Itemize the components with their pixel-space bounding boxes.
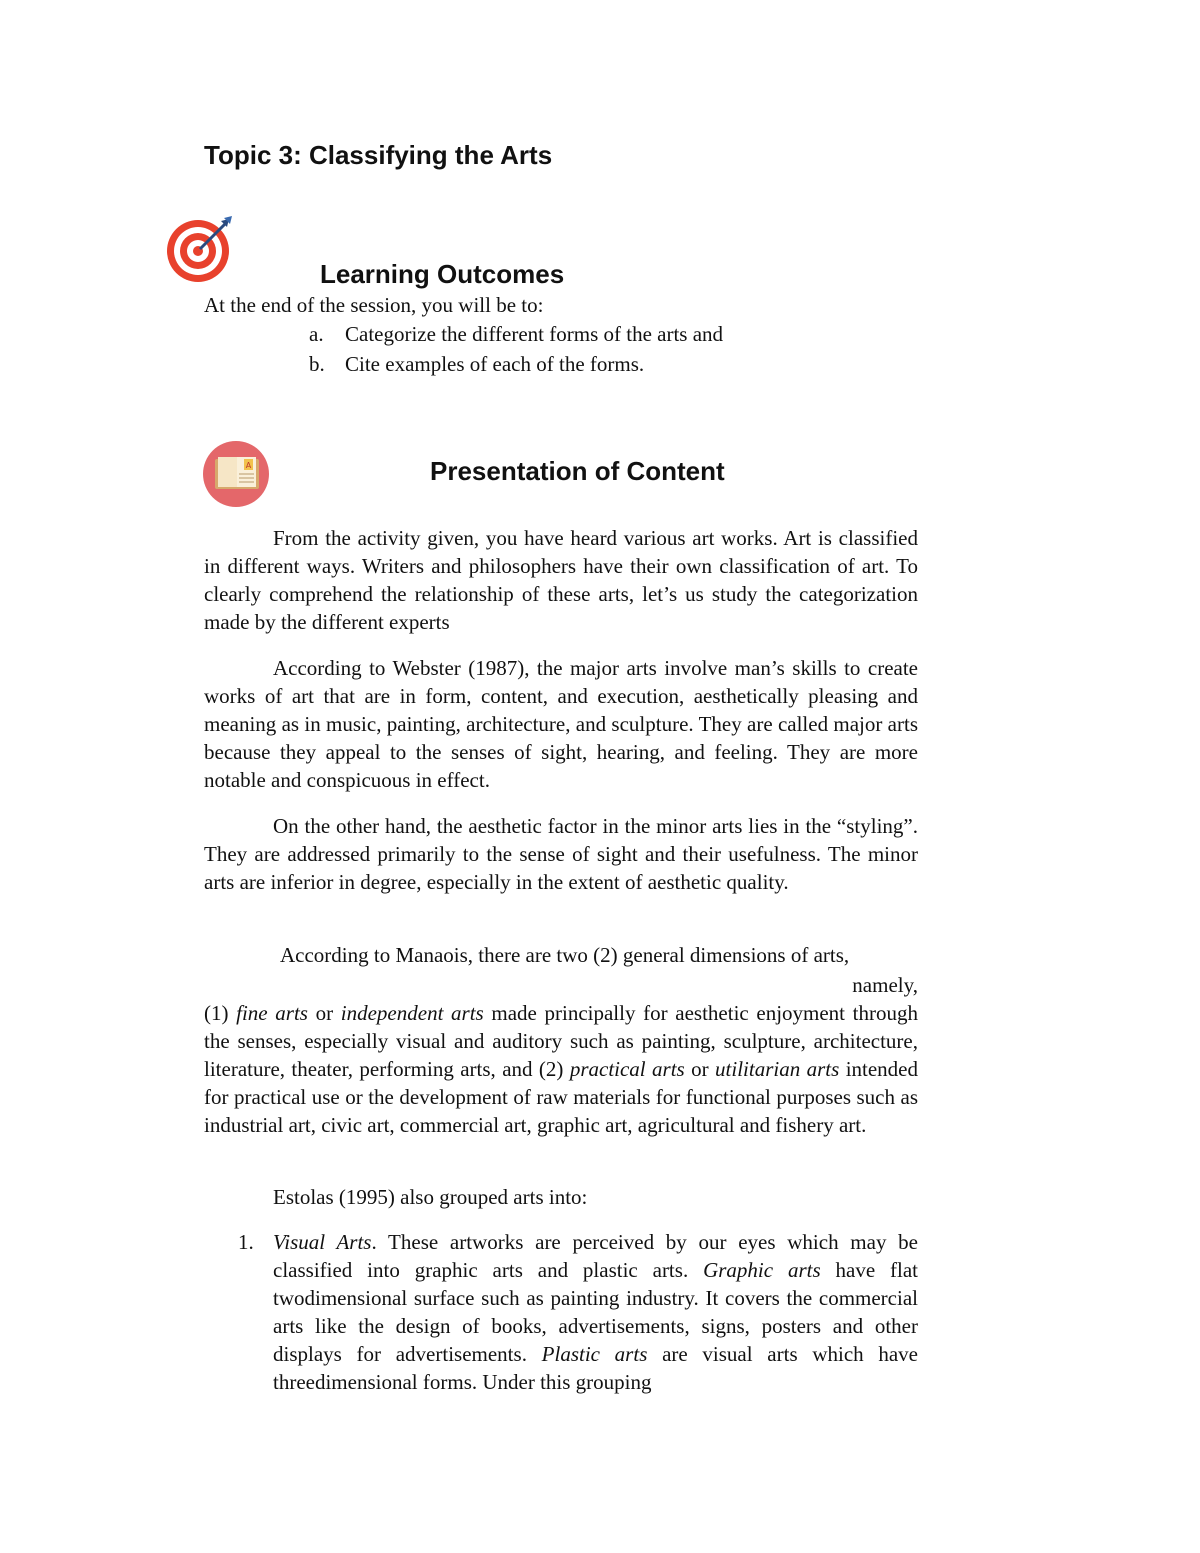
paragraph-estolas [204, 1183, 918, 1211]
paragraph-manaois-line1: According to Manaois, there are two (2) general dimensions of arts, [280, 943, 850, 967]
list-item-text: Categorize the different forms of the arts and [345, 322, 724, 346]
text-run: (1) [204, 1001, 237, 1025]
svg-text:A: A [245, 461, 252, 470]
paragraph-major-arts [204, 654, 918, 794]
outcomes-intro: At the end of the session, you will be to: [204, 293, 544, 317]
text-run: or [684, 1057, 716, 1081]
term-independent-arts: independent arts [340, 1001, 484, 1025]
text-run: . [371, 1230, 377, 1254]
paragraph-text: According to Webster (1987), the major arts involve man’s skills to create works of art that are in form, content, and execution, aesthetically pleasing and meaning as in music, painting, architecture, and sculpture. They are called major arts because they appeal to the senses of sight, hearing, and feeling. They are more notable and conspicuous in effect. [204, 656, 918, 792]
text-run: made principally for aesthetic enjoyment through the senses, especially visual and auditory such as painting, sculpture, architecture, literature, theater, performing arts, and (2) [204, 1001, 918, 1081]
paragraph-text: From the activity given, you have heard various art works. Art is classified in different ways. Writers and philosophers have their own classification of art. To clearly comprehend the relationship of these arts, let’s us study the categorization made by the different experts [204, 526, 918, 634]
section-heading-presentation: Presentation of Content [430, 456, 725, 486]
target-icon [166, 215, 236, 285]
paragraph-intro [204, 524, 918, 636]
text-run: intended for practical use or the development of raw materials for functional purposes such as industrial art, civic art, commercial art, graphic art, agricultural and fishery art. [204, 1057, 919, 1137]
paragraph-text: On the other hand, the aesthetic factor in the minor arts lies in the “styling”. They are addressed primarily to the sense of sight and their usefulness. The minor arts are inferior in degree, especially in the extent of aesthetic quality. [204, 814, 918, 894]
text-run: These artworks are perceived by our eyes which may be classified into graphic arts and plastic arts. [273, 1230, 918, 1282]
list-item-label: b. [309, 352, 325, 376]
section-heading-learning-outcomes: Learning Outcomes [320, 259, 565, 289]
list-item-body [273, 1228, 918, 1396]
text-run: or [307, 1001, 341, 1025]
text-run: are visual arts which have threedimensional forms. Under this grouping [273, 1342, 918, 1394]
term-utilitarian-arts: utilitarian arts [715, 1057, 840, 1081]
list-item-text: Cite examples of each of the forms. [345, 352, 645, 376]
open-book-icon [201, 439, 271, 509]
term-visual-arts: Visual Arts [273, 1230, 372, 1254]
page-title: Topic 3: Classifying the Arts [204, 140, 553, 170]
term-practical-arts: practical arts [569, 1057, 685, 1081]
term-graphic-arts: Graphic arts [703, 1258, 821, 1282]
paragraph-dimensions [204, 999, 918, 1139]
term-fine-arts: fine arts [236, 1001, 308, 1025]
term-plastic-arts: Plastic arts [541, 1342, 648, 1366]
list-item [238, 1228, 918, 1396]
paragraph-text: Estolas (1995) also grouped arts into: [273, 1185, 588, 1209]
text-run: have flat twodimensional surface such as painting industry. It covers the commercial arts like the design of books, advertisements, signs, posters and other displays for advertisements. [273, 1258, 918, 1366]
list-item-label: a. [309, 322, 324, 346]
list-item-number: 1. [238, 1230, 254, 1254]
paragraph-minor-arts [204, 812, 918, 896]
paragraph-manaois-line2: namely, [852, 973, 918, 997]
